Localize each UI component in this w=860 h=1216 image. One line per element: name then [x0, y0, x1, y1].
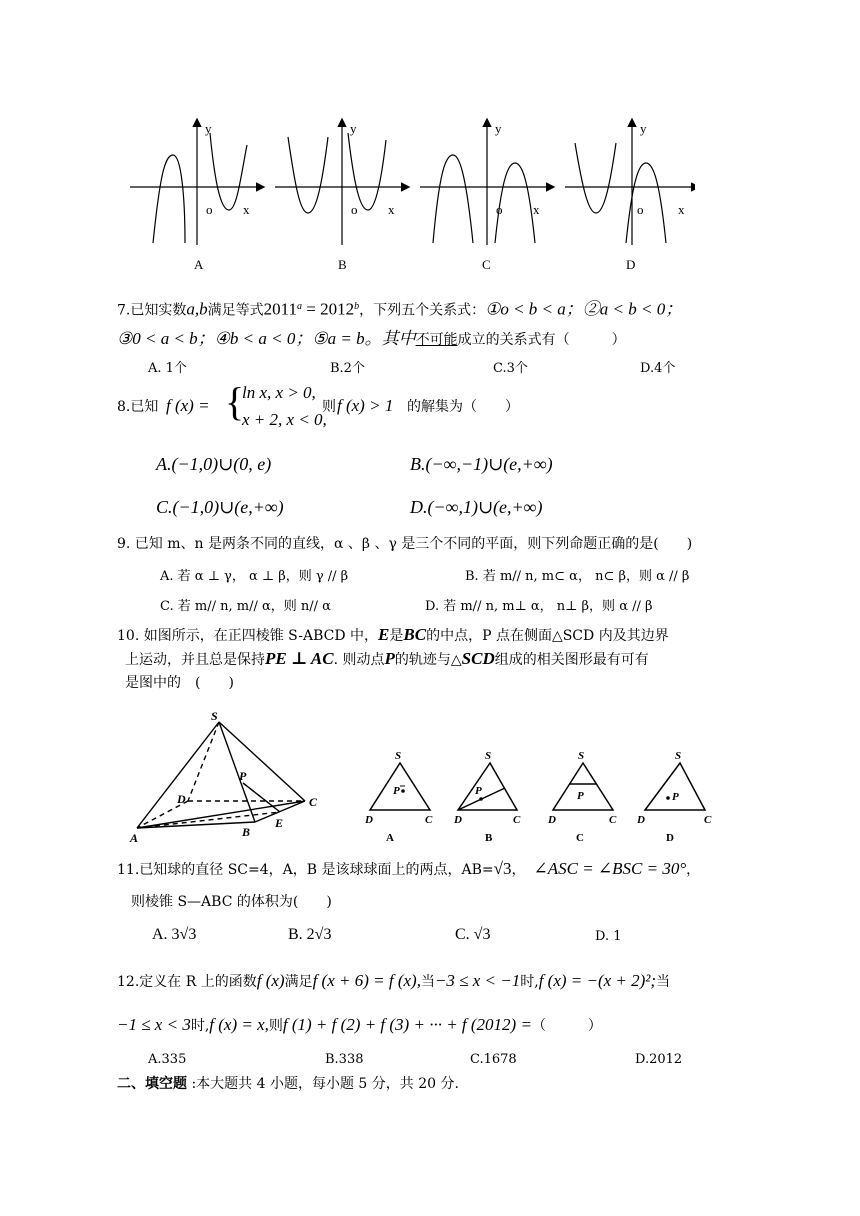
- q12-line1c: 当: [420, 974, 435, 990]
- q11-angle: ∠ASC = ∠BSC = 30°: [533, 859, 687, 878]
- q11-line1c: ，: [686, 862, 701, 878]
- graph-label-a: A: [194, 257, 204, 272]
- q12-sum: f (1) + f (2) + f (3) + ··· + f (2012) =: [282, 1015, 532, 1034]
- q8-option-b: B.(−∞,−1)∪(e,+∞): [410, 454, 553, 474]
- q9-option-c: C. 若 m// n, m// α，则 n// α: [160, 599, 331, 614]
- tri-option-b: B: [485, 832, 493, 844]
- tri-b-d: D: [454, 814, 462, 826]
- q12-eq: f (x + 6) = f (x),: [312, 971, 421, 990]
- tri-b-c: C: [513, 814, 521, 826]
- q8-case1: ln x, x > 0,: [242, 383, 316, 402]
- q12-line1d: 时,: [520, 974, 539, 990]
- graph-c: [420, 120, 553, 245]
- q8-ineq: f (x) > 1: [337, 396, 394, 415]
- graph-d: [565, 120, 695, 245]
- q12-rule: f (x) = −(x + 2)²;: [538, 971, 657, 990]
- tri-b-p: P: [475, 785, 482, 797]
- q8-fx: f (x) =: [166, 396, 210, 415]
- graph-c-y: y: [495, 121, 502, 136]
- q9-option-b: B. 若 m// n, m⊂ α， n⊂ β，则 α // β: [465, 569, 690, 584]
- q7-line2b: 成立的关系式有（ ）: [457, 332, 626, 348]
- tri-c-s: S: [578, 750, 585, 762]
- q11-option-c: C. √3: [455, 926, 491, 943]
- section2-heading: [117, 1075, 459, 1093]
- q12-option-b: B.338: [325, 1052, 364, 1067]
- function-graphs-figure: [125, 115, 695, 275]
- q11-line1: [117, 860, 700, 879]
- tri-c-c: C: [609, 814, 617, 826]
- q7-line2a: ③0 < a < b；④b < a < 0；⑤a = b。其中: [117, 329, 416, 348]
- q12-rule2: f (x) = x,: [209, 1015, 269, 1034]
- q7-suffix: ，下列五个关系式：: [359, 302, 486, 319]
- q10-line3: 是图中的 ( ): [125, 675, 234, 691]
- triangle-options-figure: [355, 748, 725, 846]
- q7-mid: 满足等式: [207, 302, 264, 319]
- graph-a-y: y: [205, 121, 212, 136]
- q10-line1c: 的中点，P 点在侧面△SCD 内及其边界: [426, 628, 669, 644]
- tri-b: [453, 750, 521, 826]
- q8-prefix: 8.已知: [117, 399, 159, 415]
- graph-b: [275, 120, 408, 245]
- graph-label-b: B: [338, 257, 347, 272]
- tri-option-c: C: [576, 832, 584, 844]
- q7-option-a: A. 1个: [148, 361, 187, 376]
- q9-option-d: D. 若 m// n, m⊥ α， n⊥ β，则 α // β: [425, 599, 653, 614]
- q11-option-b: B. 2√3: [288, 926, 332, 943]
- graph-a-x: x: [243, 202, 250, 217]
- graph-b-o: o: [351, 202, 358, 217]
- q12-line1a: 12.定义在 R 上的函数: [117, 974, 257, 990]
- tri-a: [364, 750, 433, 826]
- q12-line2d: （ ）: [531, 1018, 602, 1034]
- q10-line2b: . 则动点: [333, 652, 385, 668]
- q12-option-d: D.2012: [635, 1052, 683, 1067]
- pyr-d: D: [177, 792, 186, 806]
- q7-option-d: D.4个: [640, 361, 676, 376]
- q8-option-d: D.(−∞,1)∪(e,+∞): [410, 497, 543, 517]
- section2-text: :本大题共 4 小题，每小题 5 分，共 20 分.: [187, 1076, 459, 1092]
- q7-eq-mid: = 2012: [301, 299, 355, 319]
- q9-option-a: A. 若 α ⊥ γ， α ⊥ β，则 γ // β: [160, 569, 349, 584]
- q7-exp-b: b: [354, 301, 360, 312]
- q8-case2: x + 2, x < 0,: [242, 410, 327, 429]
- tri-option-d: D: [666, 832, 674, 844]
- tri-d-p: P: [672, 791, 679, 803]
- q7-line2: [117, 330, 626, 349]
- q10-scd: SCD: [461, 649, 495, 668]
- section2-title: 二、填空题: [117, 1076, 187, 1092]
- pyr-c: C: [309, 795, 318, 809]
- q7-eq-left: 2011: [263, 299, 297, 319]
- pyramid-figure: [125, 708, 325, 843]
- tri-c-d: D: [548, 814, 556, 826]
- q10-p: P: [384, 649, 395, 668]
- q7-exp-a: a: [296, 301, 302, 312]
- q12-line2: [117, 1016, 602, 1035]
- q8-suffix-b: 的解集为（ ）: [407, 399, 519, 415]
- graph-b-x: x: [388, 202, 395, 217]
- graph-label-c: C: [482, 257, 491, 272]
- q10-peac: PE ⊥ AC: [265, 649, 334, 668]
- q12-line2a: −1 ≤ x < 3: [117, 1015, 191, 1034]
- q10-e: E: [378, 625, 390, 644]
- tri-c: [547, 750, 617, 826]
- q7-vars: a,b: [186, 299, 208, 319]
- q10-line2: [125, 650, 649, 669]
- q8-option-c: C.(−1,0)∪(e,+∞): [156, 497, 284, 517]
- q12-line1e: 当: [656, 974, 671, 990]
- tri-d: [636, 750, 712, 826]
- graph-c-x: x: [533, 202, 540, 217]
- tri-a-p: P: [393, 785, 400, 797]
- graph-c-o: o: [496, 202, 503, 217]
- tri-c-p: P: [577, 790, 584, 802]
- pyr-e: E: [275, 816, 284, 830]
- q12-cond: −3 ≤ x < −1: [434, 971, 521, 990]
- tri-a-c: C: [425, 814, 433, 826]
- q12-fx: f (x): [256, 971, 285, 990]
- q7-option-c: C.3个: [493, 361, 528, 376]
- graph-b-y: y: [350, 121, 357, 136]
- pyr-a: A: [130, 831, 139, 843]
- q9-stem: 9. 已知 m、n 是两条不同的直线，α 、β 、γ 是三个不同的平面，则下列命题正确的是( ): [117, 536, 693, 552]
- q7-prefix: 7.已知实数: [117, 302, 187, 319]
- q10-line1b: 是: [389, 628, 404, 644]
- q8-option-a: A.(−1,0)∪(0, e): [156, 454, 272, 474]
- pyr-s: S: [211, 709, 218, 723]
- q8-brace: {: [225, 379, 245, 424]
- q8-suffix-a: 则: [322, 399, 336, 415]
- tri-b-s: S: [485, 750, 492, 762]
- tri-a-d: D: [365, 814, 373, 826]
- graph-a: [130, 120, 263, 245]
- q12-line1b: 满足: [284, 974, 313, 990]
- q11-option-a: A. 3√3: [152, 926, 197, 943]
- q11-option-d: D. 1: [595, 929, 622, 944]
- q11-line1b: ，: [511, 862, 526, 878]
- q10-line2d: 组成的相关图形最有可有: [494, 652, 649, 668]
- q10-line1a: 10. 如图所示，在正四棱锥 S-ABCD 中，: [117, 628, 379, 644]
- q7-r1: ①o < b < a；②a < b < 0；: [485, 299, 683, 319]
- q11-line1a: 11.已知球的直径 SC=4，A，B 是该球球面上的两点，AB=: [117, 862, 494, 878]
- q10-line2c: 的轨迹与△: [394, 652, 462, 668]
- q10-line1: [117, 626, 669, 645]
- tri-a-s: S: [395, 750, 402, 762]
- q10-bc: BC: [403, 625, 427, 644]
- q7-option-b: B.2个: [330, 361, 365, 376]
- q11-line2: 则棱锥 S—ABC 的体积为( ): [131, 894, 332, 910]
- q11-ab-val: √3: [493, 859, 512, 878]
- tri-d-s: S: [675, 750, 682, 762]
- q12-option-a: A.335: [148, 1052, 187, 1067]
- pyr-b: B: [242, 825, 251, 839]
- q7-line1: [117, 298, 682, 320]
- graph-d-x: x: [678, 202, 685, 217]
- tri-d-c: C: [704, 814, 712, 826]
- graph-d-o: o: [637, 202, 644, 217]
- graph-d-y: y: [640, 121, 647, 136]
- pyr-p: P: [239, 769, 247, 783]
- q12-option-c: C.1678: [470, 1052, 517, 1067]
- tri-option-a: A: [386, 832, 394, 844]
- q10-line2a: 上运动，并且总是保持: [125, 652, 265, 668]
- q12-line1: [117, 972, 670, 991]
- q12-line2c: 则: [268, 1018, 283, 1034]
- graph-label-d: D: [626, 257, 636, 272]
- q12-line2b: 时,: [190, 1018, 210, 1034]
- q7-underlined: 不可能: [415, 332, 458, 348]
- graph-a-o: o: [206, 202, 213, 217]
- tri-d-d: D: [637, 814, 645, 826]
